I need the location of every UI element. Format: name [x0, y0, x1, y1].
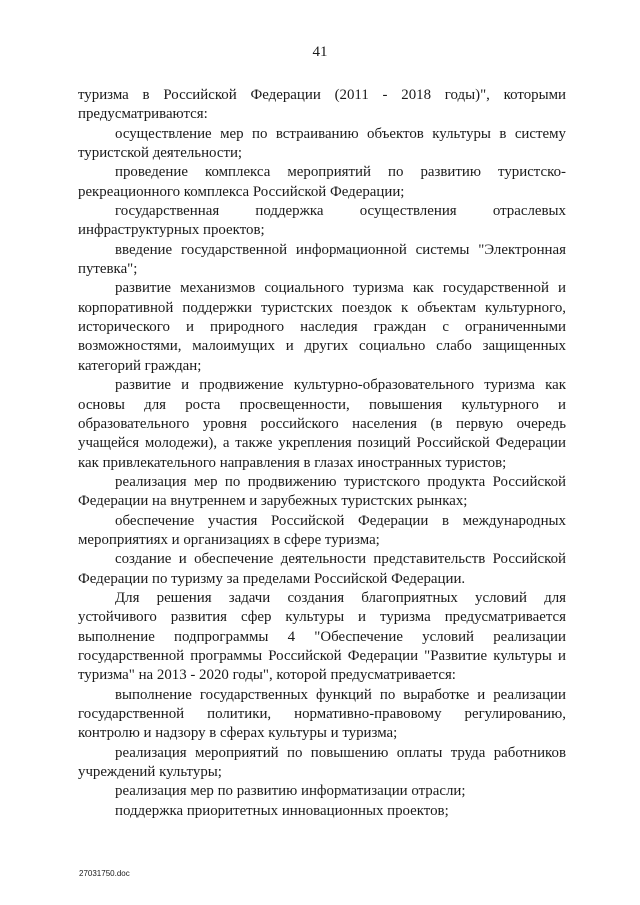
paragraph: осуществление мер по встраиванию объектов культуры в систему туристской деятельности; — [78, 125, 566, 162]
paragraph: туризма в Российской Федерации (2011 - 2018 годы)", которыми предусматриваются: — [78, 87, 566, 123]
paragraph: развитие и продвижение культурно-образовательного туризма как основы для роста просвещенности, повышения культурного и образовательного уровня российского населения (в первую очередь учащейся молодежи), а также укрепления позиций Российской Федерации как привлекательного направления в глазах иностранных туристов; — [78, 377, 566, 471]
paragraph: развитие механизмов социального туризма как государственной и корпоративной поддержки туристских поездок к объектам культурного, исторического и природного наследия граждан с ограниченными возможностями, малоимущих и других социально слабо защищенных категорий граждан; — [78, 280, 566, 374]
paragraph: проведение комплекса мероприятий по развитию туристско-рекреационного комплекса Российской Федерации; — [78, 164, 566, 200]
paragraph: создание и обеспечение деятельности представительств Российской Федерации по туризму за пределами Российской Федерации. — [78, 551, 566, 587]
paragraph: реализация мер по продвижению туристского продукта Российской Федерации на внутреннем и зарубежных туристских рынках; — [78, 473, 566, 510]
paragraph: поддержка приоритетных инновационных проектов; — [115, 802, 449, 819]
paragraph: реализация мер по развитию информатизации отрасли; — [115, 783, 466, 800]
document-body — [78, 86, 566, 821]
paragraph: государственная поддержка осуществления отраслевых инфраструктурных проектов; — [78, 203, 566, 239]
paragraph: Для решения задачи создания благоприятных условий для устойчивого развития сфер культуры и туризма предусматривается выполнение подпрограммы 4 "Обеспечение условий реализации государственной программы Российской Федерации "Развитие культуры и туризма" на 2013 - 2020 годы", которой предусматривается: — [78, 589, 566, 684]
paragraph: выполнение государственных функций по выработке и реализации государственной политики, нормативно-правовому регулированию, контролю и надзору в сферах культуры и туризма; — [78, 686, 566, 742]
paragraph: введение государственной информационной системы "Электронная путевка"; — [78, 241, 566, 278]
page-number: 41 — [312, 44, 328, 60]
paragraph: обеспечение участия Российской Федерации в международных мероприятиях и организациях в сфере туризма; — [78, 512, 566, 548]
footer-filename: 27031750.doc — [79, 869, 130, 878]
paragraph: реализация мероприятий по повышению оплаты труда работников учреждений культуры; — [78, 744, 566, 781]
